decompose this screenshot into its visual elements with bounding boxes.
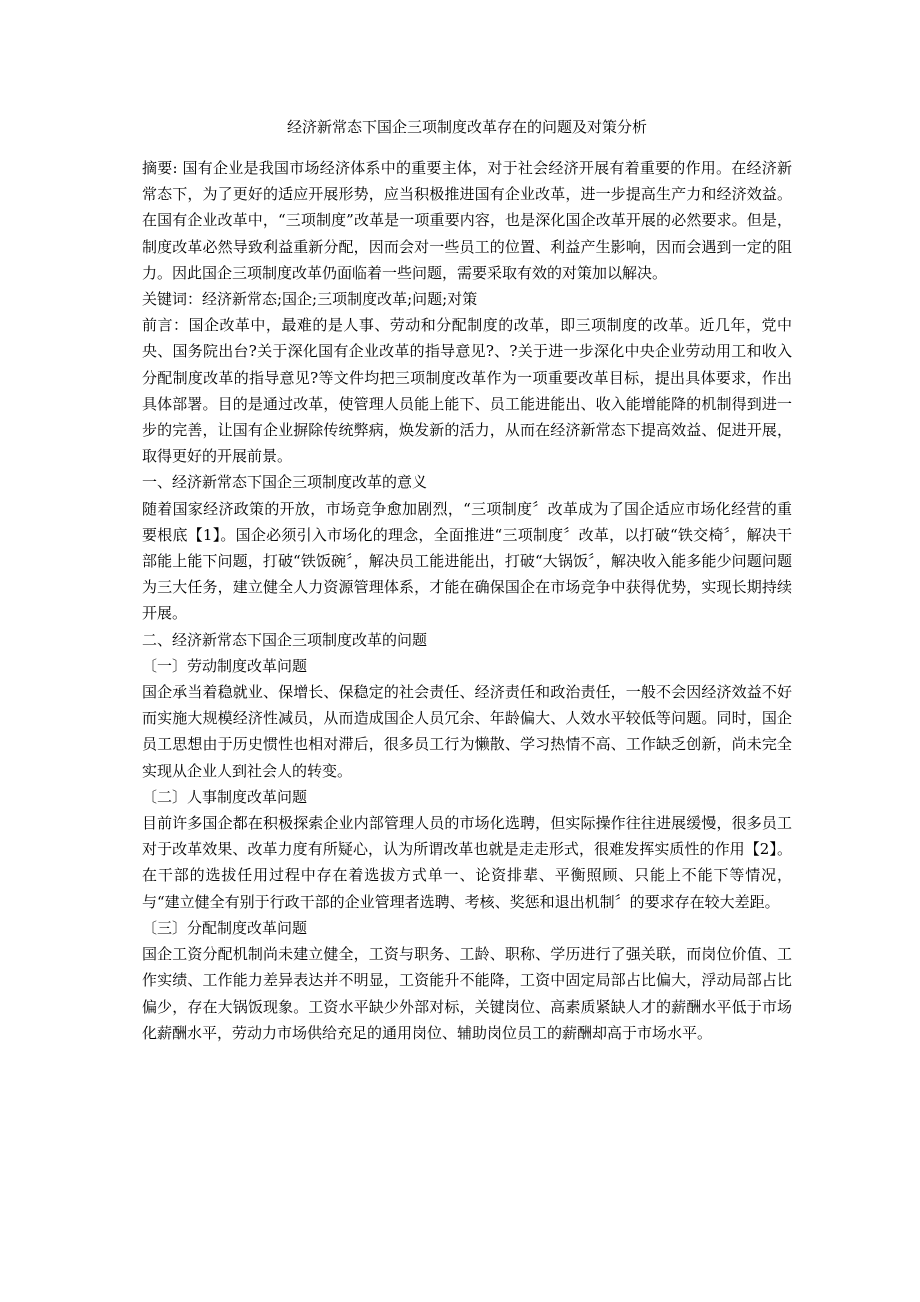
keywords-line: 关键词：经济新常态;国企;三项制度改革;问题;对策: [142, 290, 478, 309]
preface-paragraph: 前言：国企改革中，最难的是人事、劳动和分配制度的改革，即三项制度的改革。近几年，党中央、国务院出台?关于深化国有企业改革的指导意见?、?关于进一步深化中央企业劳动用工和收入分配制度改革的指导意见?等文件均把三项制度改革作为一项重要改革目标，提出具体要求，作出具体部署。目的是通过改革，使管理人员能上能下、员工能进能出、收入能增能降的机制得到进一步的完善，让国有企业摒除传统弊病，焕发新的活力，从而在经济新常态下提高效益、促进开展，取得更好的开展前景。: [142, 316, 792, 466]
subsection-body-3: 国企工资分配机制尚未建立健全，工资与职务、工龄、职称、学历进行了强关联，而岗位价值、工作实绩、工作能力差异表达并不明显，工资能升不能降，工资中固定局部占比偏大，浮动局部占比偏少，存在大锅饭现象。工资水平缺少外部对标，关键岗位、高素质紧缺人才的薪酬水平低于市场化薪酬水平，劳动力市场供给充足的通用岗位、辅助岗位员工的薪酬却高于市场水平。: [142, 945, 792, 1042]
document-title: 经济新常态下国企三项制度改革存在的问题及对策分析: [286, 118, 647, 136]
subsection-heading-3: 〔三〕分配制度改革问题: [142, 918, 308, 937]
subsection-heading-1: 〔一〕劳动制度改革问题: [142, 656, 308, 675]
abstract-paragraph: 摘要: 国有企业是我国市场经济体系中的重要主体，对于社会经济开展有着重要的作用。在经济新常态下，为了更好的适应开展形势，应当积极推进国有企业改革，进一步提高生产力和经济效益。在国有企业改革中，“三项制度”改革是一项重要内容，也是深化国企改革开展的必然要求。但是，制度改革必然导致利益重新分配，因而会对一些员工的位置、利益产生影响，因而会遇到一定的阻力。因此国企三项制度改革仍面临着一些问题，需要采取有效的对策加以解决。: [142, 159, 792, 282]
subsection-body-1: 国企承当着稳就业、保增长、保稳定的社会责任、经济责任和政治责任，一般不会因经济效益不好而实施大规模经济性减员，从而造成国企人员冗余、年龄偏大、人效水平较低等问题。同时，国企员工思想由于历史惯性也相对滞后，很多员工行为懒散、学习热情不高、工作缺乏创新，尚未完全实现从企业人到社会人的转变。: [142, 683, 792, 780]
section-heading-2: 二、经济新常态下国企三项制度改革的问题: [142, 630, 428, 649]
subsection-body-2: 目前许多国企都在积极探索企业内部管理人员的市场化选聘，但实际操作往往进展缓慢，很多员工对于改革效果、改革力度有所疑心，认为所谓改革也就是走走形式，很难发挥实质性的作用【2】。在干部的选拔任用过程中存在着选拔方式单一、论资排辈、平衡照顾、只能上不能下等情况，与“建立健全有别于行政干部的企业管理者选聘、考核、奖惩和退出机制〞的要求存在较大差距。: [142, 814, 792, 911]
document-page: [142, 115, 792, 1046]
section-body-1: 随着国家经济政策的开放，市场竞争愈加剧烈，“三项制度〞改革成为了国企适应市场化经营的重要根底【1】。国企必须引入市场化的理念，全面推进“三项制度〞改革，以打破“铁交椅〞，解决干部能上能下问题，打破“铁饭碗〞，解决员工能进能出，打破“大锅饭〞，解决收入能多能少问题问题为三大任务，建立健全人力资源管理体系，才能在确保国企在市场竞争中获得优势，实现长期持续开展。: [142, 499, 792, 623]
section-heading-1: 一、经济新常态下国企三项制度改革的意义: [142, 473, 428, 492]
subsection-heading-2: 〔二〕人事制度改革问题: [142, 787, 308, 806]
